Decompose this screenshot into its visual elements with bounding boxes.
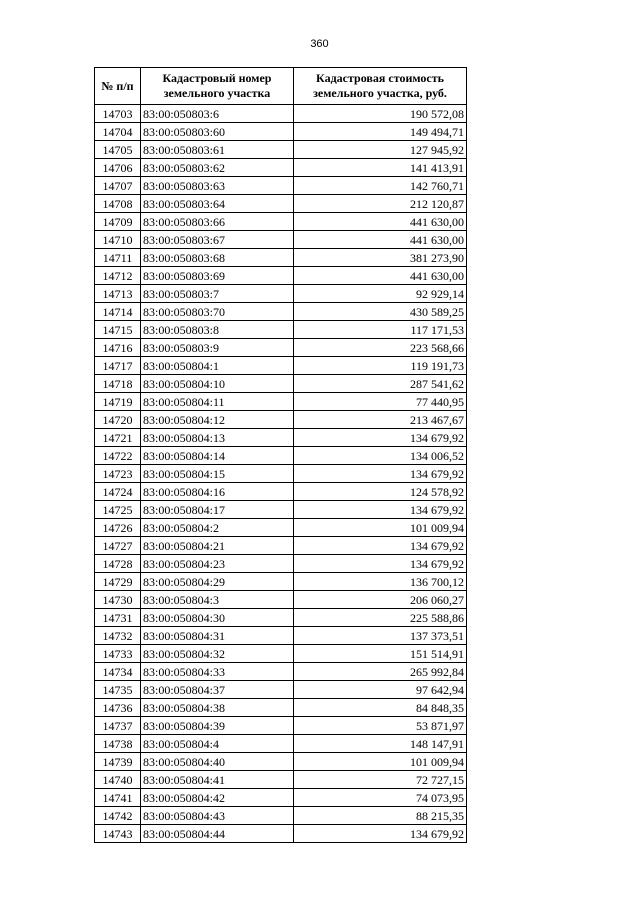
cadastral-number-cell: 83:00:050803:63 xyxy=(141,177,294,195)
cadastral-value-cell: 119 191,73 xyxy=(294,357,467,375)
row-number-cell: 14723 xyxy=(95,465,141,483)
row-number-cell: 14731 xyxy=(95,609,141,627)
table-row xyxy=(95,195,467,213)
cadastral-number-cell: 83:00:050804:41 xyxy=(141,771,294,789)
row-number-cell: 14742 xyxy=(95,807,141,825)
cadastral-value-cell: 265 992,84 xyxy=(294,663,467,681)
cadastral-number-cell: 83:00:050804:33 xyxy=(141,663,294,681)
row-number-cell: 14704 xyxy=(95,123,141,141)
cadastral-value-cell: 134 679,92 xyxy=(294,555,467,573)
row-number-cell: 14739 xyxy=(95,753,141,771)
table-row xyxy=(95,429,467,447)
table-row xyxy=(95,285,467,303)
table-row xyxy=(95,213,467,231)
table-row xyxy=(95,753,467,771)
cadastral-value-cell: 225 588,86 xyxy=(294,609,467,627)
table-row xyxy=(95,321,467,339)
cadastral-value-cell: 441 630,00 xyxy=(294,213,467,231)
table-row xyxy=(95,501,467,519)
table-row xyxy=(95,519,467,537)
cadastral-value-cell: 134 679,92 xyxy=(294,429,467,447)
cadastral-number-cell: 83:00:050804:30 xyxy=(141,609,294,627)
table-row xyxy=(95,303,467,321)
cadastral-number-cell: 83:00:050803:66 xyxy=(141,213,294,231)
cadastral-number-cell: 83:00:050804:14 xyxy=(141,447,294,465)
row-number-cell: 14714 xyxy=(95,303,141,321)
cadastral-number-cell: 83:00:050803:64 xyxy=(141,195,294,213)
cadastral-value-cell: 148 147,91 xyxy=(294,735,467,753)
row-number-cell: 14722 xyxy=(95,447,141,465)
cadastral-number-cell: 83:00:050804:3 xyxy=(141,591,294,609)
cadastral-value-cell: 134 679,92 xyxy=(294,537,467,555)
cadastral-number-cell: 83:00:050804:15 xyxy=(141,465,294,483)
cadastral-number-cell: 83:00:050804:21 xyxy=(141,537,294,555)
table-row xyxy=(95,267,467,285)
row-number-cell: 14712 xyxy=(95,267,141,285)
table-row xyxy=(95,681,467,699)
cadastral-number-cell: 83:00:050804:39 xyxy=(141,717,294,735)
cadastral-number-cell: 83:00:050804:11 xyxy=(141,393,294,411)
table-row xyxy=(95,735,467,753)
row-number-cell: 14719 xyxy=(95,393,141,411)
cadastral-value-cell: 149 494,71 xyxy=(294,123,467,141)
cadastral-number-cell: 83:00:050803:69 xyxy=(141,267,294,285)
table-row xyxy=(95,807,467,825)
table-row xyxy=(95,231,467,249)
table-row xyxy=(95,663,467,681)
cadastral-value-cell: 430 589,25 xyxy=(294,303,467,321)
row-number-cell: 14710 xyxy=(95,231,141,249)
cadastral-value-cell: 134 006,52 xyxy=(294,447,467,465)
table-row xyxy=(95,591,467,609)
cadastral-value-cell: 117 171,53 xyxy=(294,321,467,339)
cadastral-value-cell: 101 009,94 xyxy=(294,519,467,537)
cadastral-number-cell: 83:00:050804:44 xyxy=(141,825,294,843)
table-row xyxy=(95,375,467,393)
row-number-cell: 14713 xyxy=(95,285,141,303)
cadastral-number-cell: 83:00:050803:70 xyxy=(141,303,294,321)
table-row xyxy=(95,249,467,267)
cadastral-value-cell: 381 273,90 xyxy=(294,249,467,267)
table-row xyxy=(95,537,467,555)
row-number-cell: 14741 xyxy=(95,789,141,807)
cadastral-value-cell: 72 727,15 xyxy=(294,771,467,789)
row-number-cell: 14725 xyxy=(95,501,141,519)
row-number-cell: 14736 xyxy=(95,699,141,717)
cadastral-number-cell: 83:00:050804:37 xyxy=(141,681,294,699)
table-row xyxy=(95,123,467,141)
table-row xyxy=(95,789,467,807)
row-number-cell: 14716 xyxy=(95,339,141,357)
cadastral-value-table xyxy=(94,67,467,843)
row-number-cell: 14703 xyxy=(95,105,141,123)
cadastral-value-cell: 213 467,67 xyxy=(294,411,467,429)
row-number-cell: 14730 xyxy=(95,591,141,609)
cadastral-value-cell: 84 848,35 xyxy=(294,699,467,717)
cadastral-number-cell: 83:00:050804:31 xyxy=(141,627,294,645)
table-row xyxy=(95,339,467,357)
cadastral-number-cell: 83:00:050804:1 xyxy=(141,357,294,375)
cadastral-number-cell: 83:00:050803:61 xyxy=(141,141,294,159)
cadastral-value-cell: 190 572,08 xyxy=(294,105,467,123)
row-number-cell: 14729 xyxy=(95,573,141,591)
cadastral-value-cell: 287 541,62 xyxy=(294,375,467,393)
table-row xyxy=(95,465,467,483)
header-row-number: № п/п xyxy=(95,68,141,105)
cadastral-value-cell: 206 060,27 xyxy=(294,591,467,609)
table-row xyxy=(95,411,467,429)
row-number-cell: 14705 xyxy=(95,141,141,159)
cadastral-number-cell: 83:00:050804:23 xyxy=(141,555,294,573)
cadastral-number-cell: 83:00:050804:43 xyxy=(141,807,294,825)
table-row xyxy=(95,177,467,195)
row-number-cell: 14735 xyxy=(95,681,141,699)
row-number-cell: 14727 xyxy=(95,537,141,555)
row-number-cell: 14708 xyxy=(95,195,141,213)
table-row xyxy=(95,825,467,843)
cadastral-value-cell: 223 568,66 xyxy=(294,339,467,357)
cadastral-value-cell: 77 440,95 xyxy=(294,393,467,411)
cadastral-number-cell: 83:00:050804:2 xyxy=(141,519,294,537)
cadastral-value-cell: 124 578,92 xyxy=(294,483,467,501)
cadastral-number-cell: 83:00:050803:7 xyxy=(141,285,294,303)
cadastral-value-cell: 88 215,35 xyxy=(294,807,467,825)
cadastral-number-cell: 83:00:050804:32 xyxy=(141,645,294,663)
table-row xyxy=(95,573,467,591)
cadastral-value-cell: 151 514,91 xyxy=(294,645,467,663)
table-body xyxy=(95,105,467,843)
row-number-cell: 14706 xyxy=(95,159,141,177)
row-number-cell: 14728 xyxy=(95,555,141,573)
table-row xyxy=(95,609,467,627)
cadastral-number-cell: 83:00:050803:62 xyxy=(141,159,294,177)
table-header-row xyxy=(95,68,467,105)
header-cadastral-number: Кадастровый номер земельного участка xyxy=(141,68,294,105)
page-number: 360 xyxy=(310,38,329,50)
table-row xyxy=(95,159,467,177)
cadastral-value-cell: 101 009,94 xyxy=(294,753,467,771)
table-row xyxy=(95,105,467,123)
cadastral-number-cell: 83:00:050804:17 xyxy=(141,501,294,519)
cadastral-value-cell: 74 073,95 xyxy=(294,789,467,807)
cadastral-value-cell: 127 945,92 xyxy=(294,141,467,159)
cadastral-value-cell: 441 630,00 xyxy=(294,267,467,285)
row-number-cell: 14733 xyxy=(95,645,141,663)
cadastral-value-cell: 137 373,51 xyxy=(294,627,467,645)
cadastral-value-cell: 212 120,87 xyxy=(294,195,467,213)
cadastral-value-cell: 97 642,94 xyxy=(294,681,467,699)
cadastral-value-cell: 92 929,14 xyxy=(294,285,467,303)
table-row xyxy=(95,483,467,501)
cadastral-value-cell: 134 679,92 xyxy=(294,825,467,843)
cadastral-number-cell: 83:00:050804:4 xyxy=(141,735,294,753)
cadastral-number-cell: 83:00:050804:42 xyxy=(141,789,294,807)
table-row xyxy=(95,627,467,645)
header-cadastral-value: Кадастровая стоимость земельного участка, руб. xyxy=(294,68,467,105)
cadastral-value-cell: 136 700,12 xyxy=(294,573,467,591)
row-number-cell: 14743 xyxy=(95,825,141,843)
cadastral-number-cell: 83:00:050804:40 xyxy=(141,753,294,771)
cadastral-value-cell: 142 760,71 xyxy=(294,177,467,195)
row-number-cell: 14709 xyxy=(95,213,141,231)
cadastral-value-cell: 134 679,92 xyxy=(294,501,467,519)
cadastral-number-cell: 83:00:050803:6 xyxy=(141,105,294,123)
cadastral-number-cell: 83:00:050804:38 xyxy=(141,699,294,717)
cadastral-number-cell: 83:00:050804:10 xyxy=(141,375,294,393)
row-number-cell: 14732 xyxy=(95,627,141,645)
row-number-cell: 14737 xyxy=(95,717,141,735)
cadastral-number-cell: 83:00:050804:12 xyxy=(141,411,294,429)
cadastral-value-cell: 53 871,97 xyxy=(294,717,467,735)
table-row xyxy=(95,393,467,411)
cadastral-number-cell: 83:00:050804:13 xyxy=(141,429,294,447)
row-number-cell: 14711 xyxy=(95,249,141,267)
row-number-cell: 14721 xyxy=(95,429,141,447)
row-number-cell: 14718 xyxy=(95,375,141,393)
cadastral-number-cell: 83:00:050803:68 xyxy=(141,249,294,267)
row-number-cell: 14740 xyxy=(95,771,141,789)
table-row xyxy=(95,717,467,735)
row-number-cell: 14720 xyxy=(95,411,141,429)
row-number-cell: 14738 xyxy=(95,735,141,753)
table-row xyxy=(95,771,467,789)
table-row xyxy=(95,555,467,573)
row-number-cell: 14734 xyxy=(95,663,141,681)
cadastral-value-cell: 141 413,91 xyxy=(294,159,467,177)
table-row xyxy=(95,447,467,465)
row-number-cell: 14707 xyxy=(95,177,141,195)
row-number-cell: 14717 xyxy=(95,357,141,375)
table-row xyxy=(95,645,467,663)
row-number-cell: 14726 xyxy=(95,519,141,537)
cadastral-number-cell: 83:00:050803:8 xyxy=(141,321,294,339)
table-row xyxy=(95,141,467,159)
row-number-cell: 14724 xyxy=(95,483,141,501)
table-row xyxy=(95,699,467,717)
cadastral-number-cell: 83:00:050804:29 xyxy=(141,573,294,591)
cadastral-number-cell: 83:00:050803:60 xyxy=(141,123,294,141)
cadastral-number-cell: 83:00:050804:16 xyxy=(141,483,294,501)
cadastral-number-cell: 83:00:050803:67 xyxy=(141,231,294,249)
table-row xyxy=(95,357,467,375)
row-number-cell: 14715 xyxy=(95,321,141,339)
cadastral-value-cell: 441 630,00 xyxy=(294,231,467,249)
cadastral-number-cell: 83:00:050803:9 xyxy=(141,339,294,357)
cadastral-value-cell: 134 679,92 xyxy=(294,465,467,483)
